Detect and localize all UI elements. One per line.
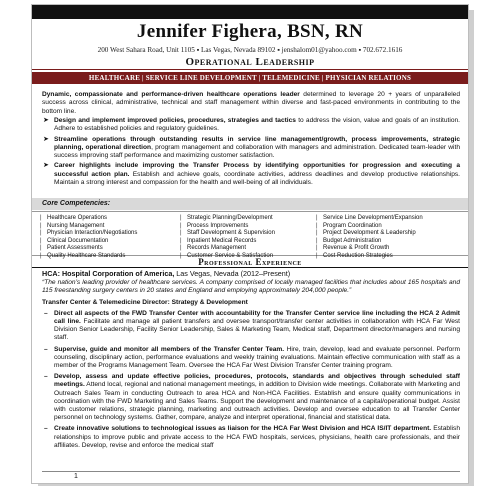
core-competencies-grid	[32, 211, 468, 259]
employer-name: HCA: Hospital Corporation of America,	[42, 269, 175, 278]
page-number: 1	[74, 473, 78, 480]
highlight-text: to address the vision, value and goals of an institution. Adhere to established policies and regulatory guidelines.	[54, 117, 460, 133]
competency-item: | Program Coordination	[316, 223, 446, 231]
competency-column	[180, 215, 310, 261]
duty-bold: Develop, assess and update effective policies, procedures, protocols, standards and objectives through scheduled staff meetings.	[54, 373, 460, 389]
employer-tagline: “The nation’s leading provider of healthcare services. A company comprised of locally managed facilities that includes about 165 hospitals and 115 freestanding surgery centers in 20 states and England and employing approximately 204,000 people.”	[42, 279, 460, 295]
arrow-bullet-icon: ➤	[43, 117, 49, 124]
duty-text: Establish relationships to improve public and private access to the HCA FWD hospitals, services, physicians, health care professionals, and their affiliates. Develop, revise and enforce the medical staff	[54, 425, 460, 449]
competency-item: | Patient Assessments	[40, 245, 170, 253]
competency-column	[40, 215, 170, 261]
experience-rule	[32, 267, 468, 268]
competency-item: | Project Development & Leadership	[316, 230, 446, 238]
headline-rule	[32, 69, 468, 70]
duty-item	[42, 425, 460, 450]
core-competencies-label: Core Competencies:	[32, 198, 468, 210]
experience-section-title: Professional Experience	[198, 257, 302, 267]
employer-location: Las Vegas, Nevada (2012–Present)	[174, 269, 291, 278]
candidate-name: Jennifer Fighera, BSN, RN	[32, 19, 468, 45]
resume-page	[31, 4, 469, 484]
competency-item: | Inpatient Medical Records	[180, 238, 310, 246]
highlight-item	[42, 117, 460, 134]
resume-headline: Operational Leadership	[185, 56, 315, 68]
duty-item	[42, 346, 460, 371]
duty-bold: Supervise, guide and monitor all members of the Transfer Center Team.	[54, 345, 285, 353]
competency-item: | Cost Reduction Strategies	[316, 253, 446, 261]
competency-item: | Quality Healthcare Standards	[40, 253, 170, 261]
highlight-item	[42, 136, 460, 161]
highlight-bold: Career highlights include improving the Transfer Process by identifying opportunities for progression and executing a successful action plan.	[54, 162, 460, 178]
dash-bullet-icon: –	[44, 373, 48, 381]
name-banner	[32, 19, 468, 45]
competency-item: | Physician Interaction/Negotiations	[40, 230, 170, 238]
competency-item: | Nursing Management	[40, 223, 170, 231]
summary-text: determined to leverage 20 + years of unparalleled success across clinical, administrative, technical and staff management within diverse and fast-paced environments in contributing to the bottom line.	[42, 91, 460, 115]
specialties-band: HEALTHCARE | SERVICE LINE DEVELOPMENT | TELEMEDICINE | PHYSICIAN RELATIONS	[32, 72, 468, 84]
competency-item: | Strategic Planning/Development	[180, 215, 310, 223]
employer-line	[42, 270, 460, 278]
highlight-bold: Design and implement improved policies, procedures, strategies and tactics	[54, 117, 296, 124]
competency-column	[316, 215, 446, 261]
highlights-list	[42, 117, 460, 189]
competency-item: | Process Improvements	[180, 223, 310, 231]
dash-bullet-icon: –	[44, 425, 48, 433]
competency-item: | Staff Development & Supervision	[180, 230, 310, 238]
duty-text: Facilitate and manage all patient transfers and oversee transport/transfer center activities in collaboration with HCA Far West Division Senior Leadership, Facility Senior Leadership, Sales & Marketing Team, Medical staff, Department director/managers and nursing staff.	[54, 318, 460, 342]
competency-item: | Budget Administration	[316, 238, 446, 246]
duty-bold: Create innovative solutions to technological issues as liaison for the HCA Far West Division and HCA IS/IT department.	[54, 425, 432, 433]
competency-item: | Records Management	[180, 245, 310, 253]
duty-text: Attend local, regional and national management meetings, in addition to Division wide meetings. Collaborate with Marketing and Outreach Sales Team in conducting Outreach to area HCA and Non-HCA Facilities. Establish and ensure quality communications in coordination with the FWD Marketing and Sales Teams. Support the development and maintenance of a capital/operational budget. Assist with customer relations, strategic planning, marketing and outreach activities. Develop and oversee education to all Transfer Center personnel on technology systems. Gather, compare, analyze and interpret operational, financial and statistical data.	[54, 381, 460, 422]
arrow-bullet-icon: ➤	[43, 162, 49, 170]
duty-item	[42, 373, 460, 422]
highlight-bold: Streamline operations through outstanding results in service line management/growth, process improvements, strategic planning, operational direction	[54, 135, 460, 151]
contact-line: 200 West Sahara Road, Unit 1105 ▪ Las Vegas, Nevada 89102 ▪ jenshalom01@yahoo.com ▪ 702.672.1616	[97, 46, 403, 54]
highlight-text: Establish and achieve goals, coordinate activities, address deadlines and develop productive relationships. Maintain a strong interest and compassion for the health and well-being of all individuals.	[54, 170, 461, 187]
competency-item: | Service Line Development/Expansion	[316, 215, 446, 223]
duty-text: Hire, train, develop, lead and evaluate personnel. Perform counseling, disciplinary action, performance evaluations and weekly training evaluations. Maintain effective communication with staff as a member of the Programs Management Team. Oversee the HCA Far West Division Transfer Center training program.	[54, 345, 460, 370]
experience-section	[42, 270, 460, 450]
competency-item: | Healthcare Operations	[40, 215, 170, 223]
duty-bold: Direct all aspects of the FWD Transfer Center with accountability for the Transfer Center service line including the HCA 2 Admit call line.	[54, 309, 460, 326]
competency-item: | Revenue & Profit Growth	[316, 245, 446, 253]
competency-item: | Customer Service & Satisfaction	[180, 253, 310, 261]
footer-rule	[42, 471, 460, 472]
competency-item: | Clinical Documentation	[40, 238, 170, 246]
dash-bullet-icon: –	[44, 309, 48, 317]
summary-paragraph	[42, 91, 460, 116]
highlight-item	[42, 162, 460, 187]
dash-bullet-icon: –	[44, 345, 48, 353]
summary-bold: Dynamic, compassionate and performance-driven healthcare operations leader	[42, 91, 300, 98]
arrow-bullet-icon: ➤	[43, 135, 49, 143]
duty-item	[42, 310, 460, 343]
job-title: Transfer Center & Telemedicine Director: Strategy & Development	[42, 298, 248, 306]
highlight-text: , program management and collaboration with managers and administration. Dedicated team-leader with success improving staff performance and maximizing customer satisfaction.	[54, 143, 460, 160]
